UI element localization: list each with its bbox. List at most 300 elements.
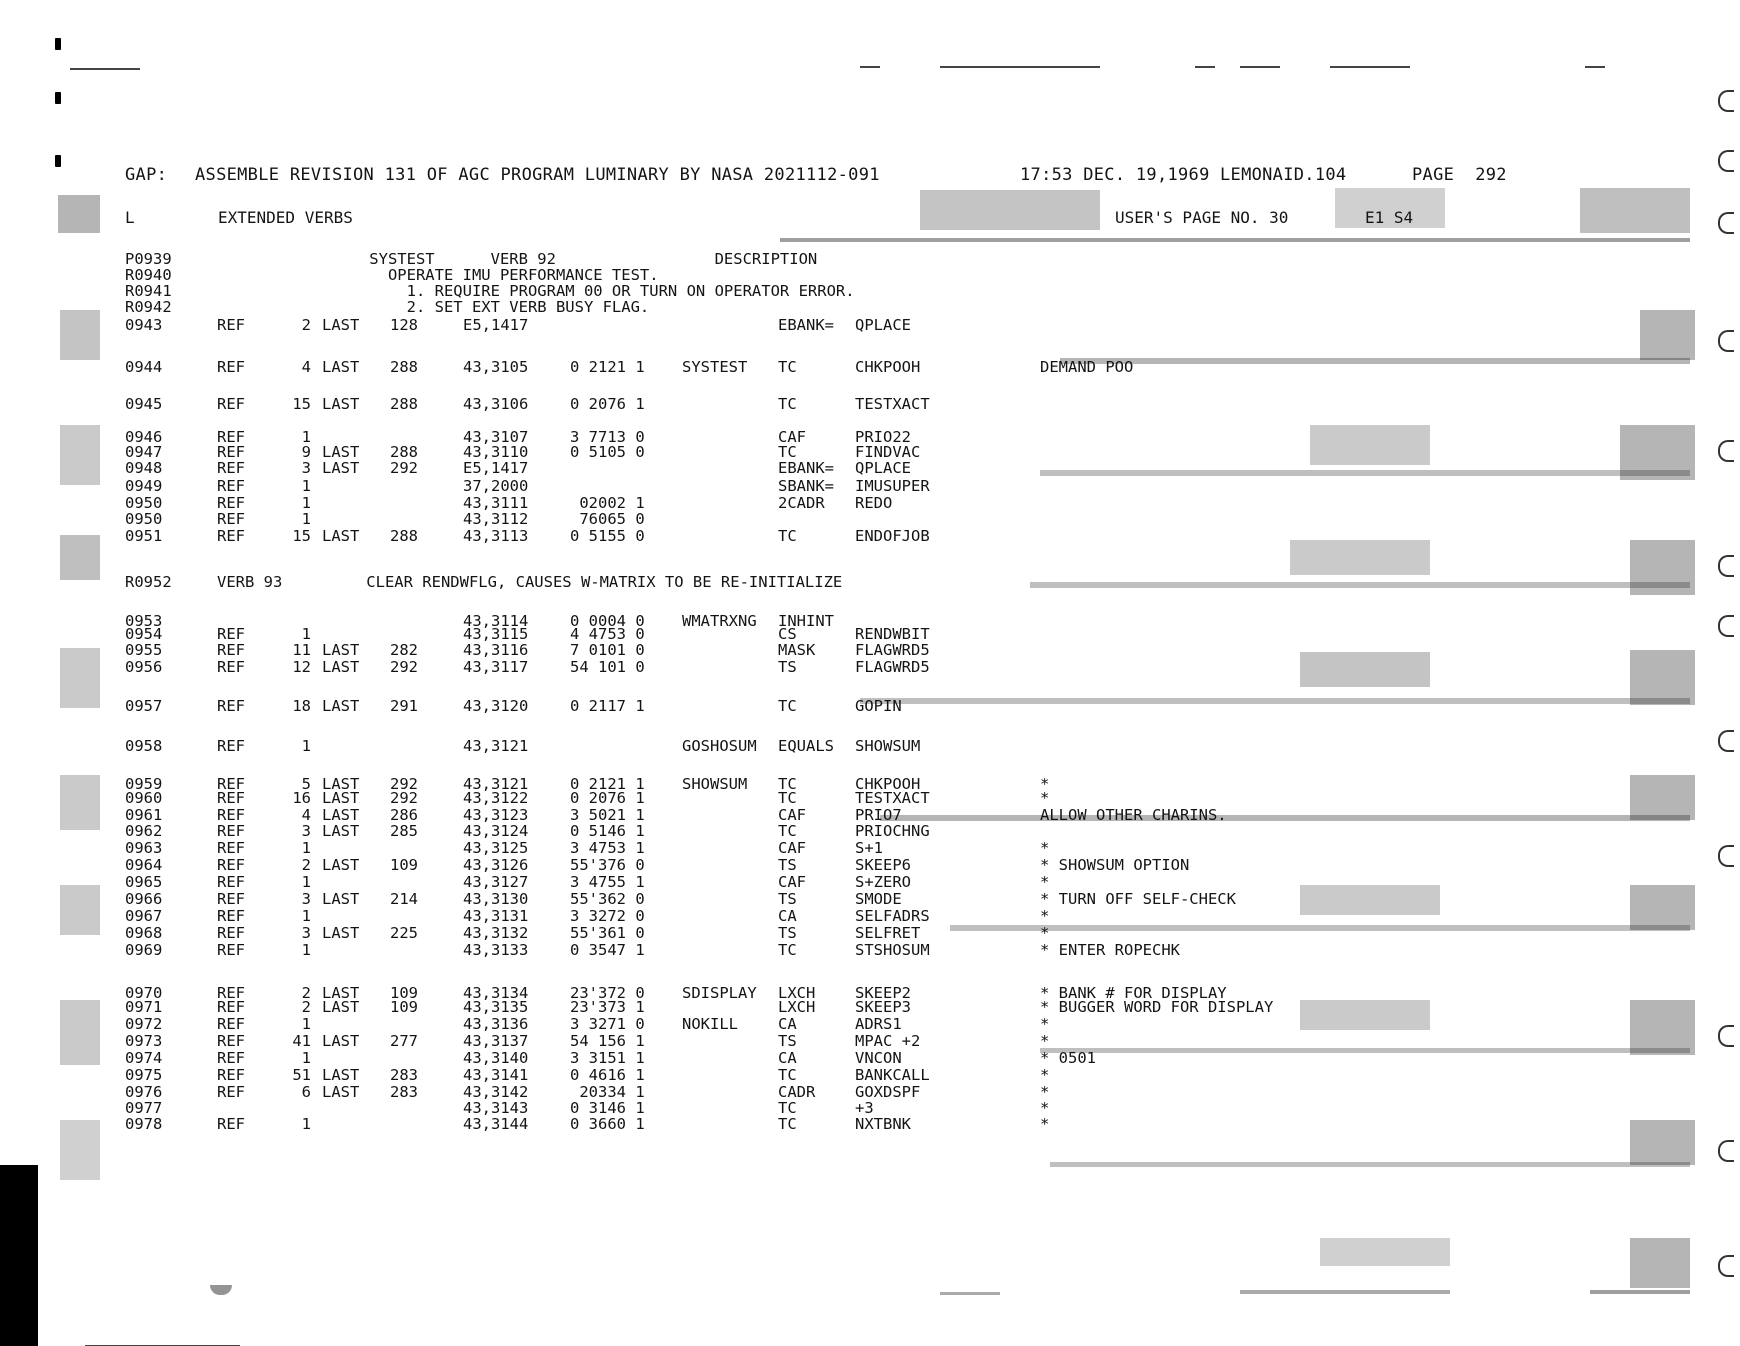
line-code: 55'361 0 bbox=[570, 924, 645, 942]
line-ref: REF bbox=[217, 907, 245, 925]
line-addr: 43,3115 bbox=[463, 625, 529, 643]
listing-line bbox=[125, 298, 1555, 317]
line-id: R0940 bbox=[125, 266, 172, 284]
sprocket-hole bbox=[1718, 1255, 1734, 1277]
line-cnt: 41 bbox=[292, 1032, 311, 1050]
line-opnd: SHOWSUM bbox=[855, 737, 921, 755]
line-op: CA bbox=[778, 1015, 797, 1033]
line-cnt: 1 bbox=[301, 839, 311, 857]
line-opnd: CHKPOOH bbox=[855, 775, 921, 793]
line-ref: REF bbox=[217, 510, 245, 528]
scan-noise bbox=[1630, 1120, 1695, 1165]
line-label: NOKILL bbox=[682, 1015, 738, 1033]
line-lpg: 277 bbox=[390, 1032, 418, 1050]
line-ref: REF bbox=[217, 428, 245, 446]
line-op: LXCH bbox=[778, 984, 816, 1002]
comment-text: VERB 93 CLEAR RENDWFLG, CAUSES W-MATRIX TO BE RE-INITIALIZE bbox=[217, 573, 843, 591]
line-opnd: FLAGWRD5 bbox=[855, 658, 930, 676]
line-addr: 43,3111 bbox=[463, 494, 529, 512]
line-opnd: SKEEP3 bbox=[855, 998, 911, 1016]
line-op: CS bbox=[778, 625, 797, 643]
listing-header bbox=[125, 165, 1535, 189]
line-code: 55'362 0 bbox=[570, 890, 645, 908]
line-cnt: 4 bbox=[301, 358, 311, 376]
line-code: 3 3272 0 bbox=[570, 907, 645, 925]
line-addr: 43,3107 bbox=[463, 428, 529, 446]
line-ref: REF bbox=[217, 625, 245, 643]
line-cnt: 15 bbox=[292, 395, 311, 413]
line-id: 0955 bbox=[125, 641, 163, 659]
line-last: LAST bbox=[322, 789, 360, 807]
line-lpg: 214 bbox=[390, 890, 418, 908]
line-addr: 43,3143 bbox=[463, 1099, 529, 1117]
line-id: 0946 bbox=[125, 428, 163, 446]
line-addr: 43,3106 bbox=[463, 395, 529, 413]
line-label: SHOWSUM bbox=[682, 775, 748, 793]
line-id: 0951 bbox=[125, 527, 163, 545]
line-opnd: +3 bbox=[855, 1099, 874, 1117]
line-id: 0948 bbox=[125, 459, 163, 477]
line-op: CA bbox=[778, 907, 797, 925]
line-id: 0974 bbox=[125, 1049, 163, 1067]
sprocket-hole bbox=[1718, 1025, 1734, 1047]
line-cmt: * bbox=[1040, 1066, 1050, 1084]
line-addr: 43,3121 bbox=[463, 737, 529, 755]
line-op: CADR bbox=[778, 1083, 816, 1101]
line-code: 3 4755 1 bbox=[570, 873, 645, 891]
scan-noise bbox=[1590, 1290, 1690, 1294]
line-ref: REF bbox=[217, 806, 245, 824]
line-cnt: 3 bbox=[301, 459, 311, 477]
line-code: 0 2117 1 bbox=[570, 697, 645, 715]
line-label: SYSTEST bbox=[682, 358, 748, 376]
line-addr: 43,3127 bbox=[463, 873, 529, 891]
scan-noise bbox=[210, 1285, 232, 1295]
line-lpg: 288 bbox=[390, 395, 418, 413]
scan-noise bbox=[1630, 775, 1695, 820]
line-cnt: 2 bbox=[301, 984, 311, 1002]
line-code: 0 5155 0 bbox=[570, 527, 645, 545]
comment-text: 1. REQUIRE PROGRAM 00 OR TURN ON OPERATOR ERROR. bbox=[220, 282, 855, 300]
line-ref: REF bbox=[217, 1066, 245, 1084]
listing-line bbox=[125, 316, 1555, 335]
line-opnd: ENDOFJOB bbox=[855, 527, 930, 545]
line-addr: 43,3137 bbox=[463, 1032, 529, 1050]
line-opnd: QPLACE bbox=[855, 459, 911, 477]
line-cnt: 3 bbox=[301, 890, 311, 908]
sprocket-hole bbox=[1718, 730, 1734, 752]
line-last: LAST bbox=[322, 1083, 360, 1101]
line-cmt: * bbox=[1040, 1099, 1050, 1117]
line-opnd: QPLACE bbox=[855, 316, 911, 334]
sprocket-hole bbox=[1718, 440, 1734, 462]
line-code: 0 2076 1 bbox=[570, 395, 645, 413]
line-code: 76065 0 bbox=[570, 510, 645, 528]
line-cmt: ALLOW OTHER CHARINS. bbox=[1040, 806, 1227, 824]
line-opnd: REDO bbox=[855, 494, 893, 512]
line-op: CAF bbox=[778, 806, 806, 824]
scan-noise bbox=[60, 1120, 100, 1180]
scan-noise bbox=[1630, 1238, 1690, 1288]
line-ref: REF bbox=[217, 697, 245, 715]
line-id: 0959 bbox=[125, 775, 163, 793]
line-cnt: 1 bbox=[301, 941, 311, 959]
line-code: 54 101 0 bbox=[570, 658, 645, 676]
line-cnt: 2 bbox=[301, 316, 311, 334]
top-rule bbox=[70, 68, 140, 70]
line-lpg: 109 bbox=[390, 856, 418, 874]
line-ref: REF bbox=[217, 789, 245, 807]
line-cmt: * bbox=[1040, 1115, 1050, 1133]
binder-hole-mark bbox=[55, 38, 61, 50]
line-addr: 43,3132 bbox=[463, 924, 529, 942]
line-ref: REF bbox=[217, 998, 245, 1016]
line-op: EBANK= bbox=[778, 316, 834, 334]
line-lpg: 282 bbox=[390, 641, 418, 659]
line-addr: 43,3142 bbox=[463, 1083, 529, 1101]
scan-noise bbox=[60, 885, 100, 935]
top-rule bbox=[1585, 66, 1605, 68]
line-addr: 43,3144 bbox=[463, 1115, 529, 1133]
line-last: LAST bbox=[322, 775, 360, 793]
line-op: TC bbox=[778, 527, 797, 545]
line-ref: REF bbox=[217, 737, 245, 755]
line-code: 0 3547 1 bbox=[570, 941, 645, 959]
line-lpg: 286 bbox=[390, 806, 418, 824]
comment-text: OPERATE IMU PERFORMANCE TEST. bbox=[220, 266, 659, 284]
line-lpg: 128 bbox=[390, 316, 418, 334]
scan-noise bbox=[58, 195, 100, 233]
line-ref: REF bbox=[217, 890, 245, 908]
line-ref: REF bbox=[217, 494, 245, 512]
line-cnt: 11 bbox=[292, 641, 311, 659]
line-ref: REF bbox=[217, 658, 245, 676]
line-code: 3 3271 0 bbox=[570, 1015, 645, 1033]
line-addr: 43,3121 bbox=[463, 775, 529, 793]
line-last: LAST bbox=[322, 697, 360, 715]
line-op: CAF bbox=[778, 839, 806, 857]
line-ref: REF bbox=[217, 924, 245, 942]
line-opnd: FLAGWRD5 bbox=[855, 641, 930, 659]
line-id: 0947 bbox=[125, 443, 163, 461]
line-id: 0949 bbox=[125, 477, 163, 495]
sprocket-hole bbox=[1718, 845, 1734, 867]
line-opnd: ADRS1 bbox=[855, 1015, 902, 1033]
line-op: TC bbox=[778, 789, 797, 807]
scan-noise bbox=[60, 775, 100, 830]
line-id: 0964 bbox=[125, 856, 163, 874]
listing-line bbox=[125, 941, 1555, 960]
line-cnt: 12 bbox=[292, 658, 311, 676]
top-rule bbox=[940, 66, 1100, 68]
line-cmt: * bbox=[1040, 1083, 1050, 1101]
line-ref: REF bbox=[217, 839, 245, 857]
line-opnd: S+ZERO bbox=[855, 873, 911, 891]
black-edge-tab bbox=[0, 1165, 38, 1346]
line-id: 0968 bbox=[125, 924, 163, 942]
line-opnd: PRIOCHNG bbox=[855, 822, 930, 840]
line-id: 0960 bbox=[125, 789, 163, 807]
line-id: 0957 bbox=[125, 697, 163, 715]
line-lpg: 291 bbox=[390, 697, 418, 715]
line-id: 0972 bbox=[125, 1015, 163, 1033]
line-op: EQUALS bbox=[778, 737, 834, 755]
line-code: 0 2121 1 bbox=[570, 775, 645, 793]
scan-noise bbox=[1580, 188, 1690, 233]
comment-text: SYSTEST VERB 92 DESCRIPTION bbox=[220, 250, 818, 268]
line-op: CA bbox=[778, 1049, 797, 1067]
line-addr: 43,3123 bbox=[463, 806, 529, 824]
line-ref: REF bbox=[217, 477, 245, 495]
line-last: LAST bbox=[322, 890, 360, 908]
line-lpg: 288 bbox=[390, 527, 418, 545]
line-ref: REF bbox=[217, 1049, 245, 1067]
line-ref: REF bbox=[217, 1115, 245, 1133]
line-id: 0966 bbox=[125, 890, 163, 908]
line-id: 0973 bbox=[125, 1032, 163, 1050]
listing-line bbox=[125, 737, 1555, 756]
scan-noise bbox=[1240, 1290, 1450, 1294]
section-header bbox=[125, 208, 1535, 232]
line-last: LAST bbox=[322, 856, 360, 874]
line-ref: REF bbox=[217, 527, 245, 545]
line-cmt: DEMAND POO bbox=[1040, 358, 1134, 376]
line-cnt: 3 bbox=[301, 924, 311, 942]
line-id: P0939 bbox=[125, 250, 172, 268]
line-opnd: TESTXACT bbox=[855, 789, 930, 807]
line-cnt: 1 bbox=[301, 1015, 311, 1033]
line-addr: 43,3133 bbox=[463, 941, 529, 959]
listing-line bbox=[125, 697, 1555, 716]
line-cnt: 2 bbox=[301, 998, 311, 1016]
line-cmt: * bbox=[1040, 924, 1050, 942]
line-ref: REF bbox=[217, 641, 245, 659]
sprocket-hole bbox=[1718, 90, 1734, 112]
line-id: 0950 bbox=[125, 510, 163, 528]
line-cnt: 1 bbox=[301, 907, 311, 925]
line-code: 20334 1 bbox=[570, 1083, 645, 1101]
line-addr: 43,3105 bbox=[463, 358, 529, 376]
section-code: E1 S4 bbox=[1365, 208, 1414, 227]
listing-line bbox=[125, 459, 1555, 478]
line-addr: 43,3113 bbox=[463, 527, 529, 545]
line-code: 23'372 0 bbox=[570, 984, 645, 1002]
line-lpg: 225 bbox=[390, 924, 418, 942]
line-ref: REF bbox=[217, 775, 245, 793]
section-tag: L bbox=[125, 208, 135, 227]
listing-line bbox=[125, 658, 1555, 677]
binder-hole-mark bbox=[55, 92, 61, 104]
line-code: 7 0101 0 bbox=[570, 641, 645, 659]
line-addr: 43,3124 bbox=[463, 822, 529, 840]
line-id: R0941 bbox=[125, 282, 172, 300]
assembly-title: ASSEMBLE REVISION 131 OF AGC PROGRAM LUMINARY BY NASA 2021112-091 bbox=[195, 165, 880, 185]
line-opnd: PRIO7 bbox=[855, 806, 902, 824]
sprocket-hole bbox=[1718, 330, 1734, 352]
line-id: 0963 bbox=[125, 839, 163, 857]
line-id: 0956 bbox=[125, 658, 163, 676]
line-cnt: 18 bbox=[292, 697, 311, 715]
line-last: LAST bbox=[322, 316, 360, 334]
line-code: 0 0004 0 bbox=[570, 612, 645, 630]
section-name: EXTENDED VERBS bbox=[218, 208, 353, 227]
line-addr: 43,3131 bbox=[463, 907, 529, 925]
line-id: 0943 bbox=[125, 316, 163, 334]
program-tag: GAP: bbox=[125, 165, 168, 185]
line-opnd: IMUSUPER bbox=[855, 477, 930, 495]
line-cnt: 4 bbox=[301, 806, 311, 824]
line-code: 02002 1 bbox=[570, 494, 645, 512]
line-lpg: 292 bbox=[390, 775, 418, 793]
line-label: SDISPLAY bbox=[682, 984, 757, 1002]
line-cmt: * BUGGER WORD FOR DISPLAY bbox=[1040, 998, 1274, 1016]
line-cnt: 2 bbox=[301, 856, 311, 874]
line-op: CAF bbox=[778, 428, 806, 446]
line-code: 0 2076 1 bbox=[570, 789, 645, 807]
scan-noise bbox=[1050, 1162, 1690, 1167]
sprocket-hole bbox=[1718, 555, 1734, 577]
line-id: 0975 bbox=[125, 1066, 163, 1084]
binder-hole-mark bbox=[55, 155, 61, 167]
line-op: INHINT bbox=[778, 612, 834, 630]
line-cnt: 3 bbox=[301, 822, 311, 840]
line-id: 0970 bbox=[125, 984, 163, 1002]
line-id: 0976 bbox=[125, 1083, 163, 1101]
line-op: TS bbox=[778, 890, 797, 908]
line-code: 3 7713 0 bbox=[570, 428, 645, 446]
line-code: 54 156 1 bbox=[570, 1032, 645, 1050]
user-page-number: USER'S PAGE NO. 30 bbox=[1115, 208, 1289, 227]
scan-noise bbox=[940, 1292, 1000, 1295]
line-op: TS bbox=[778, 658, 797, 676]
line-cmt: * 0501 bbox=[1040, 1049, 1096, 1067]
line-op: TC bbox=[778, 697, 797, 715]
line-opnd: BANKCALL bbox=[855, 1066, 930, 1084]
scan-noise bbox=[60, 1000, 100, 1065]
line-op: TS bbox=[778, 856, 797, 874]
line-last: LAST bbox=[322, 924, 360, 942]
line-cmt: * bbox=[1040, 775, 1050, 793]
line-addr: 43,3112 bbox=[463, 510, 529, 528]
line-id: 0961 bbox=[125, 806, 163, 824]
scan-noise bbox=[1630, 1000, 1695, 1055]
scan-noise bbox=[780, 238, 1690, 242]
line-cmt: * bbox=[1040, 1032, 1050, 1050]
line-cnt: 5 bbox=[301, 775, 311, 793]
line-cnt: 6 bbox=[301, 1083, 311, 1101]
line-op: MASK bbox=[778, 641, 816, 659]
line-last: LAST bbox=[322, 395, 360, 413]
line-addr: 43,3140 bbox=[463, 1049, 529, 1067]
sprocket-hole bbox=[1718, 212, 1734, 234]
line-cmt: * bbox=[1040, 789, 1050, 807]
line-id: R0952 bbox=[125, 573, 172, 591]
line-ref: REF bbox=[217, 822, 245, 840]
line-op: SBANK= bbox=[778, 477, 834, 495]
line-lpg: 283 bbox=[390, 1066, 418, 1084]
line-addr: 43,3116 bbox=[463, 641, 529, 659]
line-last: LAST bbox=[322, 527, 360, 545]
sprocket-hole bbox=[1718, 1140, 1734, 1162]
line-last: LAST bbox=[322, 998, 360, 1016]
listing-line bbox=[125, 1115, 1555, 1134]
line-code: 0 4616 1 bbox=[570, 1066, 645, 1084]
line-code: 3 5021 1 bbox=[570, 806, 645, 824]
scan-noise bbox=[60, 535, 100, 580]
line-lpg: 288 bbox=[390, 443, 418, 461]
line-cnt: 1 bbox=[301, 1049, 311, 1067]
line-op: TC bbox=[778, 941, 797, 959]
line-cnt: 51 bbox=[292, 1066, 311, 1084]
line-opnd: PRIO22 bbox=[855, 428, 911, 446]
line-cnt: 1 bbox=[301, 494, 311, 512]
line-id: R0942 bbox=[125, 298, 172, 316]
line-ref: REF bbox=[217, 1015, 245, 1033]
line-id: 0958 bbox=[125, 737, 163, 755]
line-opnd: SKEEP6 bbox=[855, 856, 911, 874]
line-id: 0977 bbox=[125, 1099, 163, 1117]
line-ref: REF bbox=[217, 873, 245, 891]
line-op: TS bbox=[778, 1032, 797, 1050]
line-cnt: 1 bbox=[301, 477, 311, 495]
line-id: 0944 bbox=[125, 358, 163, 376]
line-opnd: TESTXACT bbox=[855, 395, 930, 413]
line-code: 0 3146 1 bbox=[570, 1099, 645, 1117]
line-lpg: 109 bbox=[390, 998, 418, 1016]
line-id: 0978 bbox=[125, 1115, 163, 1133]
line-op: TC bbox=[778, 1115, 797, 1133]
line-opnd: MPAC +2 bbox=[855, 1032, 921, 1050]
line-cmt: * bbox=[1040, 1015, 1050, 1033]
line-last: LAST bbox=[322, 1066, 360, 1084]
line-last: LAST bbox=[322, 641, 360, 659]
line-ref: REF bbox=[217, 316, 245, 334]
line-id: 0971 bbox=[125, 998, 163, 1016]
line-addr: 43,3141 bbox=[463, 1066, 529, 1084]
line-lpg: 285 bbox=[390, 822, 418, 840]
line-op: TC bbox=[778, 1099, 797, 1117]
scan-noise bbox=[1640, 310, 1695, 360]
listing-line bbox=[125, 395, 1555, 414]
line-cmt: * SHOWSUM OPTION bbox=[1040, 856, 1190, 874]
line-opnd: SELFADRS bbox=[855, 907, 930, 925]
listing-line bbox=[125, 358, 1555, 377]
line-cnt: 15 bbox=[292, 527, 311, 545]
line-code: 3 3151 1 bbox=[570, 1049, 645, 1067]
line-id: 0953 bbox=[125, 612, 163, 630]
line-addr: E5,1417 bbox=[463, 316, 529, 334]
line-id: 0950 bbox=[125, 494, 163, 512]
line-opnd: FINDVAC bbox=[855, 443, 921, 461]
line-addr: E5,1417 bbox=[463, 459, 529, 477]
line-opnd: CHKPOOH bbox=[855, 358, 921, 376]
line-op: LXCH bbox=[778, 998, 816, 1016]
line-last: LAST bbox=[322, 443, 360, 461]
top-rule bbox=[1240, 66, 1280, 68]
line-ref: REF bbox=[217, 459, 245, 477]
line-cnt: 16 bbox=[292, 789, 311, 807]
line-id: 0969 bbox=[125, 941, 163, 959]
line-lpg: 288 bbox=[390, 358, 418, 376]
line-addr: 43,3117 bbox=[463, 658, 529, 676]
line-ref: REF bbox=[217, 856, 245, 874]
comment-text: 2. SET EXT VERB BUSY FLAG. bbox=[220, 298, 650, 316]
scan-noise bbox=[1630, 885, 1695, 930]
assembly-author: LEMONAID.104 bbox=[1220, 165, 1347, 185]
line-addr: 43,3134 bbox=[463, 984, 529, 1002]
line-code: 0 2121 1 bbox=[570, 358, 645, 376]
line-op: TC bbox=[778, 443, 797, 461]
